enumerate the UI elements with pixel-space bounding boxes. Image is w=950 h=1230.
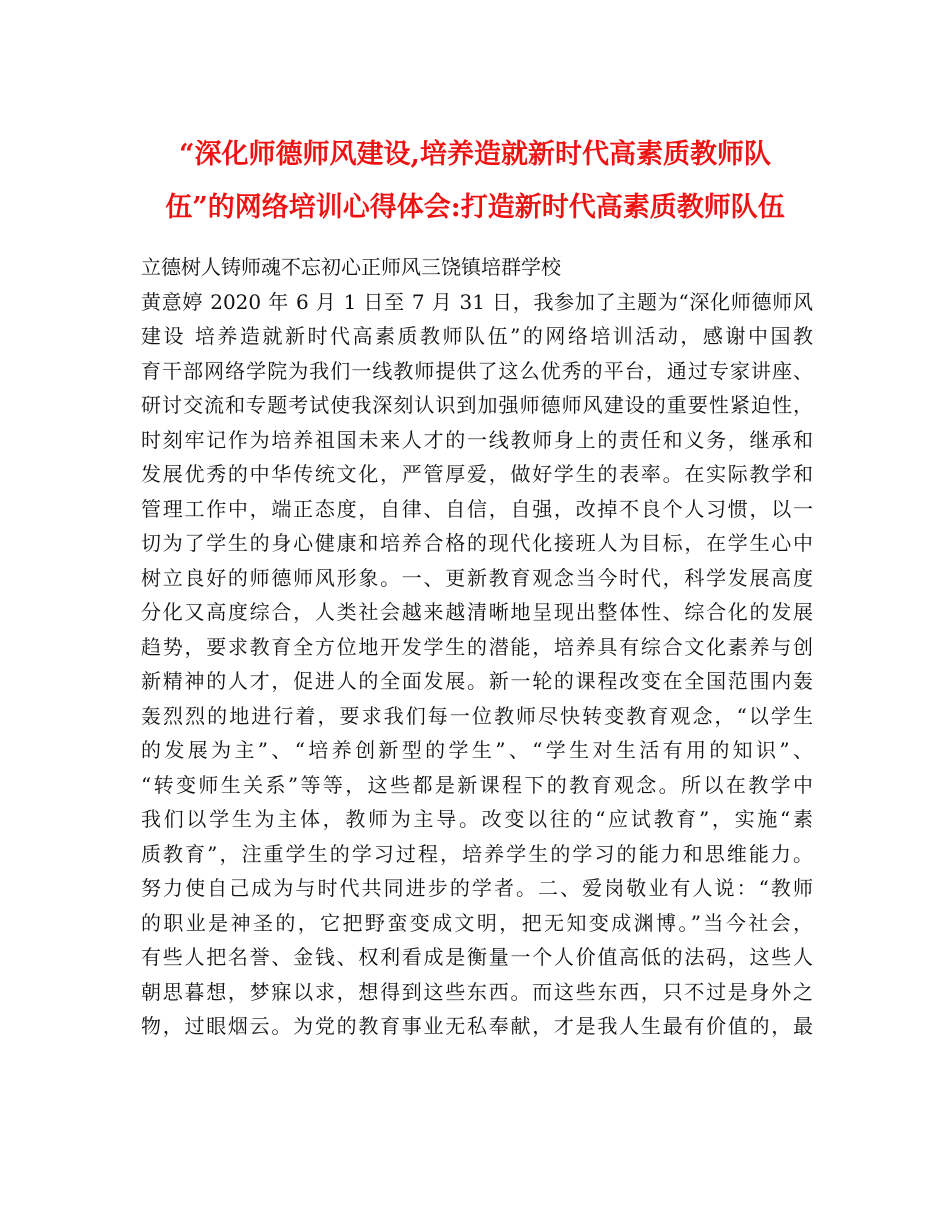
body-line: 立德树人铸师魂不忘初心正师风三饶镇培群学校 (141, 255, 561, 279)
body-line: 发展优秀的中华传统文化，严管厚爱，做好学生的表率。在实际教学和 (141, 462, 813, 486)
body-line: 的发展为主”、“培养创新型的学生”、“学生对生活有用的知识”、 (141, 738, 813, 762)
body-line: 黄意婷 2020 年 6 月 1 日至 7 月 31 日，我参加了主题为“深化师德师风 (141, 289, 813, 314)
body-line: 物，过眼烟云。为党的教育事业无私奉献，才是我人生最有价值的，最 (141, 1014, 813, 1038)
body-line: 质教育”，注重学生的学习过程，培养学生的学习的能力和思维能力。 (141, 841, 813, 866)
body-line: 有些人把名誉、金钱、权利看成是衡量一个人价值高低的法码，这些人 (141, 945, 813, 969)
body-line: 努力使自己成为与时代共同进步的学者。二、爱岗敬业有人说：“教师 (141, 876, 813, 900)
body-line: 管理工作中，端正态度，自律、自信，自强，改掉不良个人习惯，以一 (141, 496, 813, 521)
document-body (141, 250, 813, 1044)
body-line: 的职业是神圣的，它把野蛮变成文明，把无知变成渊博。”当今社会， (141, 910, 813, 935)
body-line: 我们以学生为主体，教师为主导。改变以往的“应试教育”，实施“素 (141, 807, 813, 831)
body-line: 分化又高度综合，人类社会越来越清晰地呈现出整体性、综合化的发展 (141, 600, 813, 624)
body-line: 时刻牢记作为培养祖国未来人才的一线教师身上的责任和义务，继承和 (141, 427, 813, 452)
title-line-1: “深化师德师风建设,培养造就新时代高素质教师队 (179, 139, 771, 170)
body-line: 新精神的人才，促进人的全面发展。新一轮的课程改变在全国范围内轰 (141, 669, 813, 693)
document-title (110, 128, 840, 234)
title-line-2: 伍”的网络培训心得体会:打造新时代高素质教师队伍 (165, 192, 785, 223)
body-line: 研讨交流和专题考试使我深刻认识到加强师德师风建设的重要性紧迫性， (141, 393, 813, 417)
body-line: 树立良好的师德师风形象。一、更新教育观念当今时代，科学发展高度 (141, 565, 813, 590)
body-line: 切为了学生的身心健康和培养合格的现代化接班人为目标，在学生心中 (141, 531, 813, 555)
body-line: 建设 培养造就新时代高素质教师队伍”的网络培训活动，感谢中国教 (141, 324, 813, 348)
body-line: 育干部网络学院为我们一线教师提供了这么优秀的平台，通过专家讲座、 (141, 358, 813, 383)
body-line: 趋势，要求教育全方位地开发学生的潜能，培养具有综合文化素养与创 (141, 634, 813, 659)
body-line: 轰烈烈的地进行着，要求我们每一位教师尽快转变教育观念，“以学生 (141, 703, 813, 728)
body-line: “转变师生关系”等等，这些都是新课程下的教育观念。所以在教学中 (141, 772, 813, 797)
body-line: 朝思暮想，梦寐以求，想得到这些东西。而这些东西，只不过是身外之 (141, 979, 813, 1004)
